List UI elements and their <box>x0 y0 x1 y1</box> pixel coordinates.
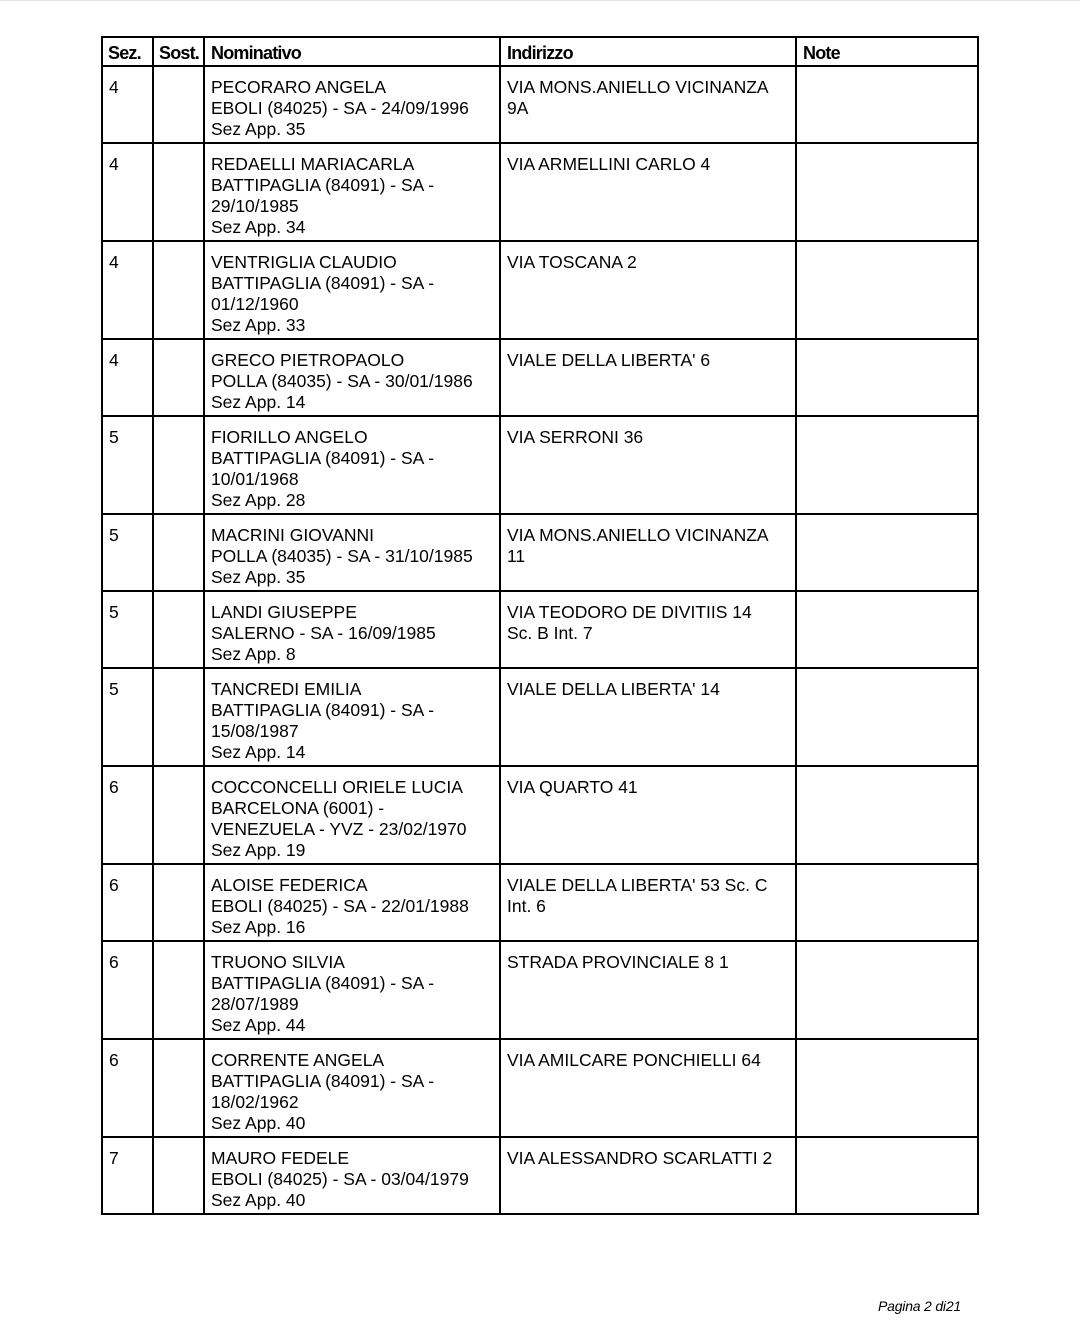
cell-nominativo <box>204 339 500 416</box>
elector-name: ALOISE FEDERICA <box>211 875 368 895</box>
cell-sost <box>153 668 204 766</box>
birth-info: BATTIPAGLIA (84091) - SA - <box>211 273 435 293</box>
address-line: Int. 6 <box>507 896 546 916</box>
section-appointment: Sez App. 14 <box>211 742 306 762</box>
cell-sost <box>153 766 204 864</box>
cell-note <box>796 668 978 766</box>
address-line: VIALE DELLA LIBERTA' 14 <box>507 679 720 699</box>
section-appointment: Sez App. 28 <box>211 490 306 510</box>
address-line: VIA ALESSANDRO SCARLATTI 2 <box>507 1148 773 1168</box>
address-line: VIA MONS.ANIELLO VICINANZA <box>507 77 769 97</box>
table-row <box>102 766 978 864</box>
table-row <box>102 591 978 668</box>
cell-sez: 6 <box>102 941 153 1039</box>
elector-name: TRUONO SILVIA <box>211 952 345 972</box>
cell-sez: 7 <box>102 1137 153 1214</box>
cell-sez: 5 <box>102 416 153 514</box>
cell-sost <box>153 66 204 143</box>
cell-nominativo <box>204 591 500 668</box>
section-appointment: Sez App. 35 <box>211 567 306 587</box>
birth-info: 18/02/1962 <box>211 1092 299 1112</box>
table-body <box>102 66 978 1214</box>
cell-note <box>796 416 978 514</box>
cell-note <box>796 143 978 241</box>
cell-indirizzo <box>500 941 796 1039</box>
table-row <box>102 864 978 941</box>
cell-note <box>796 514 978 591</box>
section-appointment: Sez App. 40 <box>211 1190 306 1210</box>
cell-sez: 5 <box>102 591 153 668</box>
birth-info: BARCELONA (6001) - <box>211 798 385 818</box>
address-line: Sc. B Int. 7 <box>507 623 593 643</box>
cell-note <box>796 1039 978 1137</box>
elector-name: PECORARO ANGELA <box>211 77 387 97</box>
cell-sez: 5 <box>102 514 153 591</box>
table-row <box>102 66 978 143</box>
cell-nominativo <box>204 668 500 766</box>
birth-info: BATTIPAGLIA (84091) - SA - <box>211 175 435 195</box>
cell-sost <box>153 339 204 416</box>
section-appointment: Sez App. 35 <box>211 119 306 139</box>
table-row <box>102 339 978 416</box>
table-row <box>102 1137 978 1214</box>
elector-name: GRECO PIETROPAOLO <box>211 350 405 370</box>
cell-indirizzo <box>500 1039 796 1137</box>
cell-sost <box>153 241 204 339</box>
birth-info: EBOLI (84025) - SA - 24/09/1996 <box>211 98 469 118</box>
page-top-divider <box>0 0 1080 1</box>
cell-note <box>796 1137 978 1214</box>
table-row <box>102 668 978 766</box>
cell-sez: 5 <box>102 668 153 766</box>
section-appointment: Sez App. 14 <box>211 392 306 412</box>
header-sez: Sez. <box>102 37 153 66</box>
cell-nominativo <box>204 1137 500 1214</box>
cell-indirizzo <box>500 668 796 766</box>
cell-sost <box>153 416 204 514</box>
cell-indirizzo <box>500 416 796 514</box>
cell-sost <box>153 1137 204 1214</box>
page-number: Pagina 2 di21 <box>877 1298 961 1314</box>
cell-sost <box>153 591 204 668</box>
cell-indirizzo <box>500 864 796 941</box>
cell-nominativo <box>204 66 500 143</box>
cell-nominativo <box>204 241 500 339</box>
birth-info: 10/01/1968 <box>211 469 299 489</box>
cell-note <box>796 339 978 416</box>
address-line: VIA MONS.ANIELLO VICINANZA <box>507 525 769 545</box>
table-row <box>102 416 978 514</box>
header-note: Note <box>796 37 978 66</box>
elector-name: COCCONCELLI ORIELE LUCIA <box>211 777 463 797</box>
cell-sost <box>153 143 204 241</box>
cell-nominativo <box>204 1039 500 1137</box>
birth-info: 01/12/1960 <box>211 294 299 314</box>
table-row <box>102 1039 978 1137</box>
cell-nominativo <box>204 941 500 1039</box>
table-row <box>102 143 978 241</box>
table-row <box>102 514 978 591</box>
header-nominativo: Nominativo <box>204 37 500 66</box>
header-row <box>102 37 978 66</box>
address-line: STRADA PROVINCIALE 8 1 <box>507 952 729 972</box>
elector-table <box>101 36 979 1215</box>
birth-info: SALERNO - SA - 16/09/1985 <box>211 623 436 643</box>
cell-note <box>796 766 978 864</box>
elector-name: REDAELLI MARIACARLA <box>211 154 415 174</box>
section-appointment: Sez App. 44 <box>211 1015 306 1035</box>
section-appointment: Sez App. 33 <box>211 315 306 335</box>
address-line: VIA ARMELLINI CARLO 4 <box>507 154 711 174</box>
elector-name: TANCREDI EMILIA <box>211 679 362 699</box>
cell-sost <box>153 514 204 591</box>
address-line: VIA SERRONI 36 <box>507 427 644 447</box>
elector-name: CORRENTE ANGELA <box>211 1050 385 1070</box>
address-line: VIA TOSCANA 2 <box>507 252 637 272</box>
section-appointment: Sez App. 8 <box>211 644 296 664</box>
address-line: 11 <box>507 546 526 566</box>
cell-sez: 6 <box>102 864 153 941</box>
birth-info: POLLA (84035) - SA - 31/10/1985 <box>211 546 473 566</box>
birth-info: BATTIPAGLIA (84091) - SA - <box>211 700 435 720</box>
cell-indirizzo <box>500 339 796 416</box>
cell-sez: 6 <box>102 766 153 864</box>
cell-indirizzo <box>500 241 796 339</box>
address-line: VIALE DELLA LIBERTA' 53 Sc. C <box>507 875 768 895</box>
cell-note <box>796 66 978 143</box>
birth-info: EBOLI (84025) - SA - 03/04/1979 <box>211 1169 469 1189</box>
cell-indirizzo <box>500 66 796 143</box>
cell-sost <box>153 1039 204 1137</box>
elector-name: LANDI GIUSEPPE <box>211 602 357 622</box>
cell-sez: 4 <box>102 143 153 241</box>
birth-info: POLLA (84035) - SA - 30/01/1986 <box>211 371 473 391</box>
cell-nominativo <box>204 143 500 241</box>
table-row <box>102 241 978 339</box>
birth-info: BATTIPAGLIA (84091) - SA - <box>211 448 435 468</box>
cell-sez: 6 <box>102 1039 153 1137</box>
birth-info: 28/07/1989 <box>211 994 299 1014</box>
cell-sost <box>153 864 204 941</box>
cell-sez: 4 <box>102 241 153 339</box>
elector-name: MACRINI GIOVANNI <box>211 525 375 545</box>
cell-note <box>796 591 978 668</box>
header-sost: Sost. <box>153 37 204 66</box>
cell-sost <box>153 941 204 1039</box>
cell-indirizzo <box>500 591 796 668</box>
section-appointment: Sez App. 40 <box>211 1113 306 1133</box>
address-line: VIA AMILCARE PONCHIELLI 64 <box>507 1050 761 1070</box>
elector-name: VENTRIGLIA CLAUDIO <box>211 252 397 272</box>
cell-nominativo <box>204 416 500 514</box>
birth-info: 29/10/1985 <box>211 196 299 216</box>
section-appointment: Sez App. 19 <box>211 840 306 860</box>
cell-nominativo <box>204 864 500 941</box>
table-row <box>102 941 978 1039</box>
cell-indirizzo <box>500 143 796 241</box>
cell-indirizzo <box>500 514 796 591</box>
birth-info: BATTIPAGLIA (84091) - SA - <box>211 1071 435 1091</box>
cell-note <box>796 941 978 1039</box>
birth-info: EBOLI (84025) - SA - 22/01/1988 <box>211 896 469 916</box>
elector-name: FIORILLO ANGELO <box>211 427 368 447</box>
address-line: 9A <box>507 98 529 118</box>
birth-info: 15/08/1987 <box>211 721 299 741</box>
cell-note <box>796 864 978 941</box>
birth-info: BATTIPAGLIA (84091) - SA - <box>211 973 435 993</box>
cell-nominativo <box>204 766 500 864</box>
cell-indirizzo <box>500 1137 796 1214</box>
cell-sez: 4 <box>102 66 153 143</box>
section-appointment: Sez App. 34 <box>211 217 306 237</box>
cell-sez: 4 <box>102 339 153 416</box>
cell-note <box>796 241 978 339</box>
birth-info: VENEZUELA - YVZ - 23/02/1970 <box>211 819 467 839</box>
section-appointment: Sez App. 16 <box>211 917 306 937</box>
table-header <box>102 37 978 66</box>
cell-indirizzo <box>500 766 796 864</box>
address-line: VIALE DELLA LIBERTA' 6 <box>507 350 711 370</box>
address-line: VIA QUARTO 41 <box>507 777 638 797</box>
cell-nominativo <box>204 514 500 591</box>
header-indirizzo: Indirizzo <box>500 37 796 66</box>
elector-name: MAURO FEDELE <box>211 1148 350 1168</box>
address-line: VIA TEODORO DE DIVITIIS 14 <box>507 602 752 622</box>
